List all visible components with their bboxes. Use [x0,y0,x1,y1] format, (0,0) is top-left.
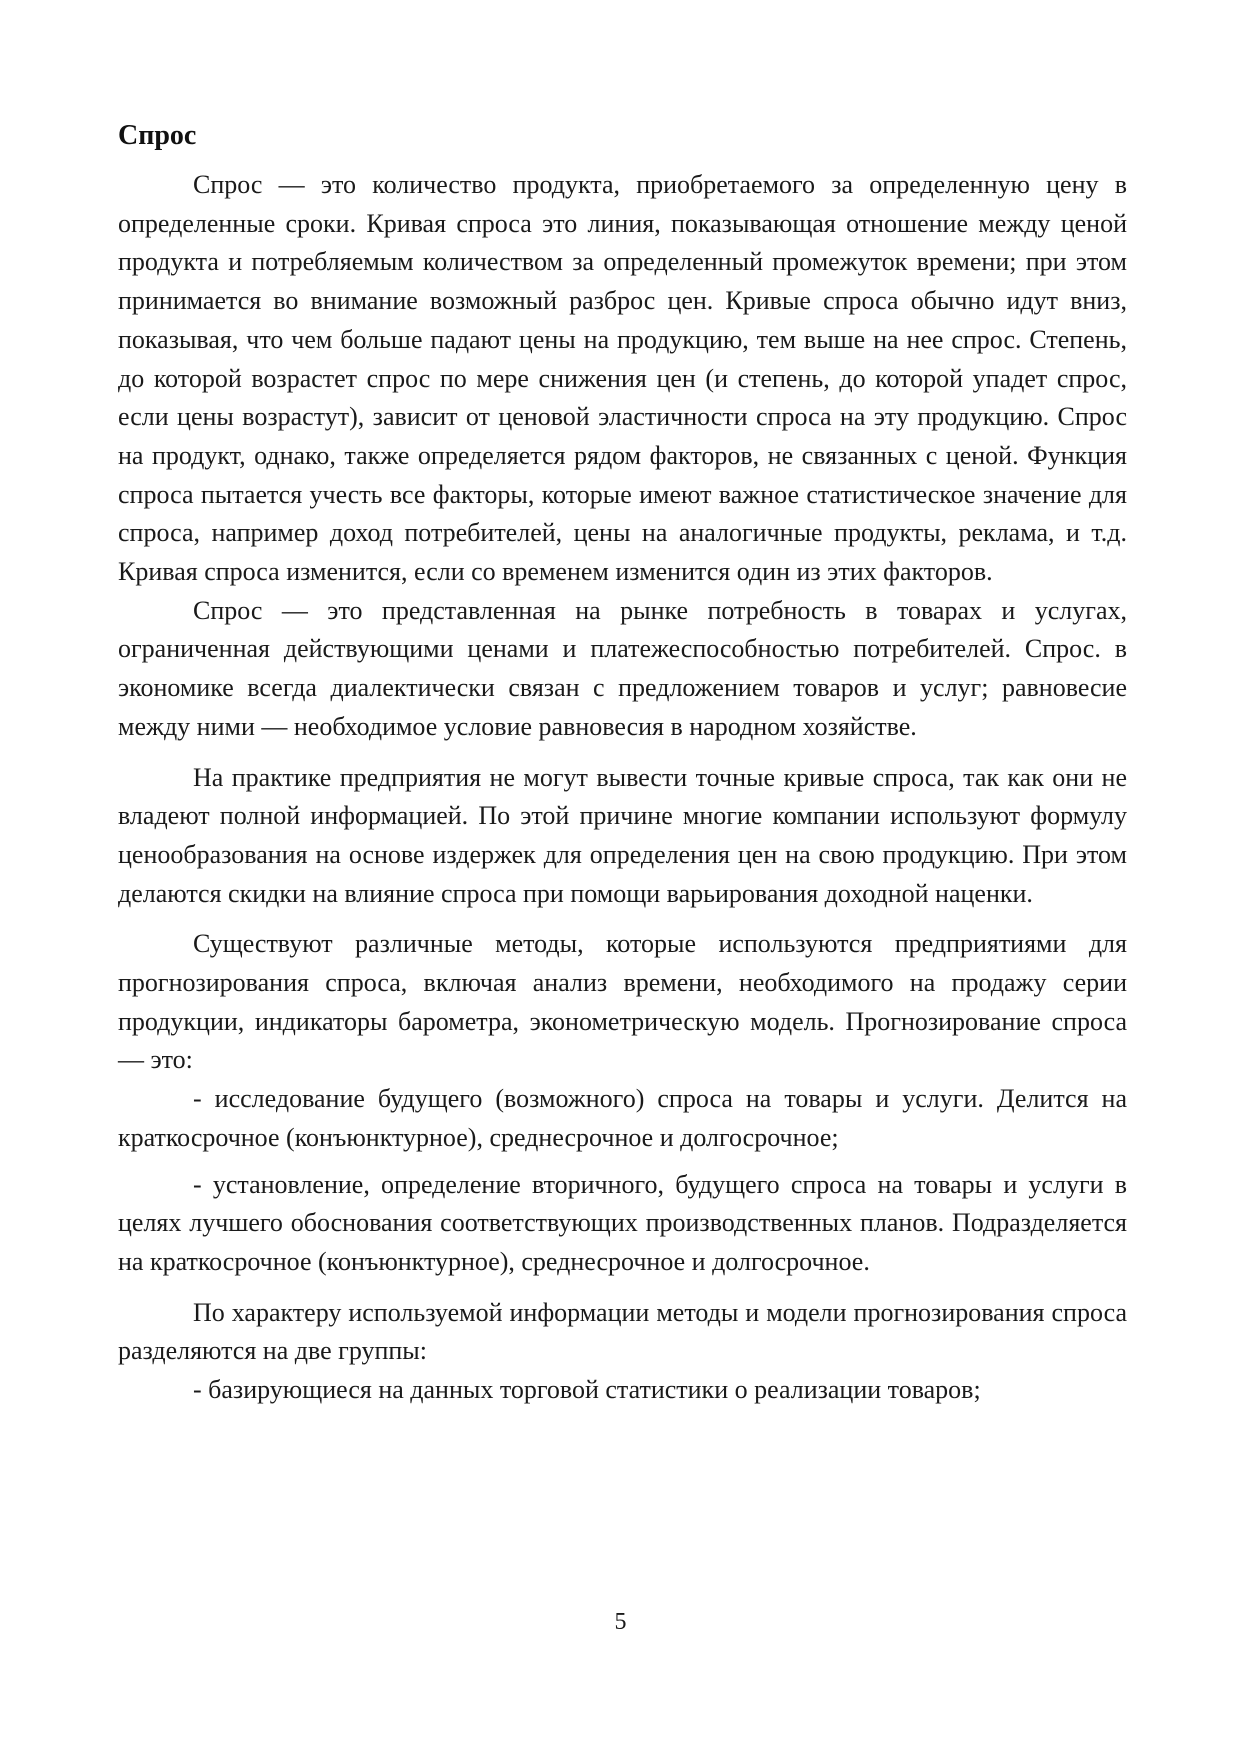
paragraph-market-demand: Спрос — это представленная на рынке потребность в товарах и услугах, ограниченная действующими ценами и платежеспособностью потребителей. Спрос. в экономике всегда диалектически связан с предложением товаров и услуг; равновесие между ними — необходимое условие равновесия в народном хозяйстве. [118,595,1127,741]
paragraph-methods: Существуют различные методы, которые используются предприятиями для прогнозирования спроса, включая анализ времени, необходимого на продажу серии продукции, индикаторы барометра, эконометрическую модель. Прогнозирование спроса — это: [118,929,1127,1075]
page-content [118,118,1127,1410]
list-item-trade-statistics: - базирующиеся на данных торговой статистики о реализации товаров; [193,1375,981,1405]
list-item-forecast-research: - исследование будущего (возможного) спроса на товары и услуги. Делится на краткосрочное (конъюнктурное), среднесрочное и долгосрочное; [118,1084,1127,1152]
page-number: 5 [614,1609,627,1635]
paragraph-practice: На практике предприятия не могут вывести точные кривые спроса, так как они не владеют полной информацией. По этой причине многие компании используют формулу ценообразования на основе издержек для определения цен на свою продукцию. При этом делаются скидки на влияние спроса при помощи варьирования доходной наценки. [118,762,1127,908]
list-item-forecast-determination: - установление, определение вторичного, будущего спроса на товары и услуги в целях лучшего обоснования соответствующих производственных планов. Подразделяется на краткосрочное (конъюнктурное), среднесрочное и долгосрочное. [118,1169,1127,1276]
paragraph-method-groups: По характеру используемой информации методы и модели прогнозирования спроса разделяются на две группы: [118,1297,1127,1366]
section-heading: Спрос [118,120,197,151]
paragraph-demand-definition: Спрос — это количество продукта, приобретаемого за определенную цену в определенные сроки. Кривая спроса это линия, показывающая отношение между ценой продукта и потребляемым количеством за определенный промежуток времени; при этом принимается во внимание возможный разброс цен. Кривые спроса обычно идут вниз, показывая, что чем больше падают цены на продукцию, тем выше на нее спрос. Степень, до которой возрастет спрос по мере снижения цен (и степень, до которой упадет спрос, если цены возрастут), зависит от ценовой эластичности спроса на эту продукцию. Спрос на продукт, однако, также определяется рядом факторов, не связанных с ценой. Функция спроса пытается учесть все факторы, которые имеют важное статистическое значение для спроса, например доход потребителей, цены на аналогичные продукты, реклама, и т.д. Кривая спроса изменится, если со временем изменится один из этих факторов. [118,170,1127,587]
